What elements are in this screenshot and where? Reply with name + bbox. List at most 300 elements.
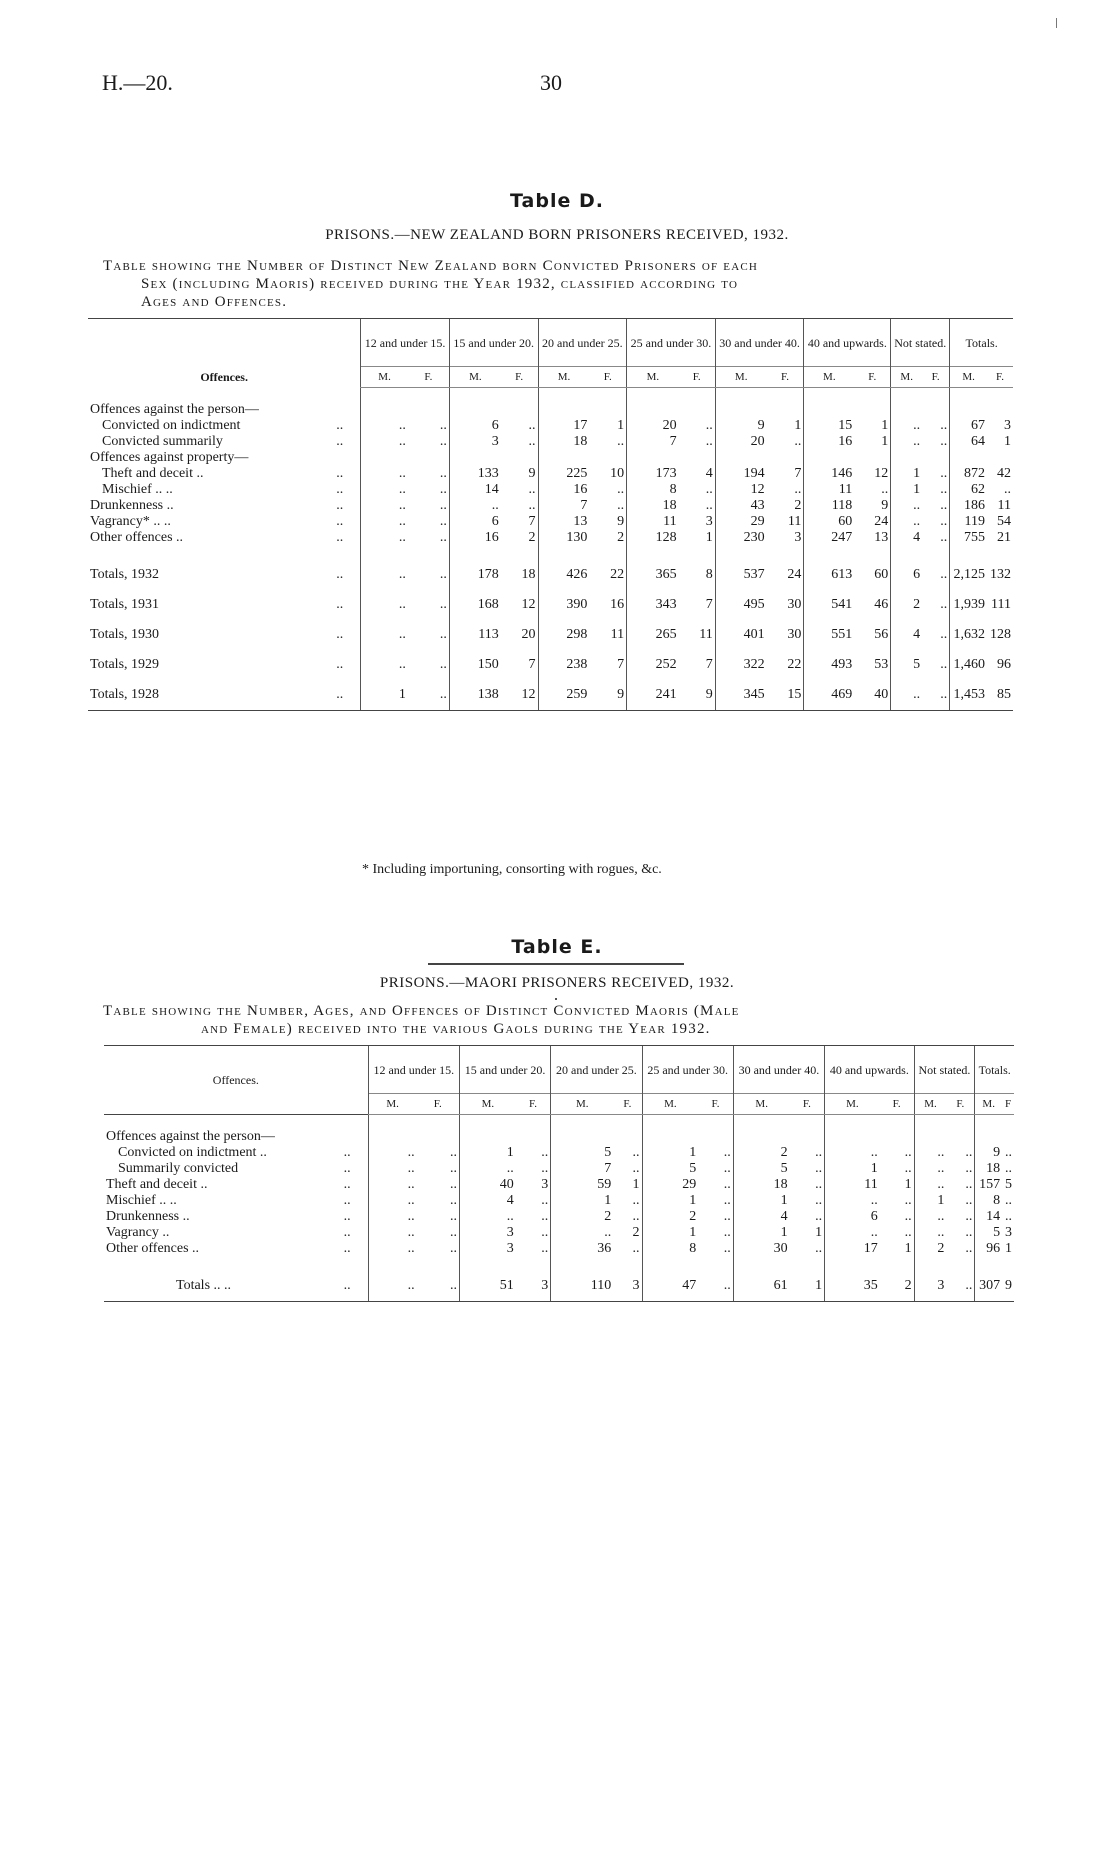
table-cell: 5 [733,1161,789,1177]
table-cell: .. [449,1177,457,1192]
group-heading: Offences against property— [90,450,249,465]
table-cell: 16 [538,482,589,498]
table-d-desc-line1: Table showing the Number of Distinct New Zealand born Convicted Prisoners of each [103,258,759,274]
table-cell: 18 [975,1161,1002,1177]
table-cell: 113 [449,620,500,650]
age-group-header: 12 and under 15. [368,1046,459,1094]
male-column-header: M. [551,1094,614,1115]
table-cell: .. [914,1161,946,1177]
table-cell: 1,632 [950,620,987,650]
age-group-header: Totals. [950,319,1013,367]
row-label: Summarily convicted [118,1161,239,1176]
age-group-header: 20 and under 25. [538,319,627,367]
table-cell: 4 [891,530,922,546]
male-column-header: M. [950,367,987,388]
table-cell: 3 [1004,418,1011,433]
table-cell: 7 [794,466,802,481]
table-cell: 872 [950,466,987,482]
table-cell: 17 [538,418,589,434]
table-cell: 2 [794,498,802,513]
male-column-header: M. [361,367,408,388]
table-cell: 67 [950,418,987,434]
table-cell: 1 [881,418,889,433]
table-cell: 13 [874,530,889,545]
table-cell: .. [361,650,408,680]
male-column-header: M. [538,367,589,388]
age-group-header: 30 and under 40. [733,1046,824,1094]
table-cell: 537 [715,560,766,590]
table-cell: 1 [1004,434,1011,449]
male-column-header: M. [825,1094,880,1115]
table-cell: 252 [627,650,679,680]
row-label: Mischief .. .. [106,1193,177,1208]
table-cell: 54 [997,514,1011,529]
table-cell: 128 [990,627,1011,642]
table-cell: 2 [528,530,536,545]
table-row [104,1177,1014,1193]
table-cell: 128 [627,530,679,546]
table-cell: 1 [1005,1241,1012,1256]
table-cell: 3 [449,434,500,450]
table-cell: 1 [794,418,802,433]
table-cell: .. [940,514,948,529]
group-heading-row [88,450,1013,466]
table-cell: 3 [516,1271,551,1302]
table-cell: 7 [705,657,713,672]
row-label: Other offences .. [106,1241,200,1256]
female-column-header: F. [698,1094,733,1115]
table-cell: 47 [642,1271,698,1302]
table-cell: 265 [627,620,679,650]
table-cell: .. [541,1161,549,1176]
table-cell: .. [551,1225,614,1241]
age-group-header: 12 and under 15. [361,319,450,367]
table-cell: 495 [715,590,766,620]
table-cell: 20 [627,418,679,434]
table-cell: .. [439,657,447,672]
table-cell: 259 [538,680,589,711]
table-cell: .. [368,1145,416,1161]
female-column-header: F. [501,367,538,388]
table-cell: .. [815,1145,823,1160]
table-cell: .. [940,434,948,449]
totals-row [88,620,1013,650]
table-cell: 118 [804,498,854,514]
male-column-header: M. [733,1094,789,1115]
table-cell: 29 [715,514,766,530]
male-column-header: M. [627,367,679,388]
table-cell: 13 [538,514,589,530]
section-separator [428,963,684,965]
table-cell: 96 [975,1241,1002,1257]
table-cell: 5 [975,1225,1002,1241]
table-cell: .. [940,498,948,513]
table-cell: 16 [449,530,500,546]
table-cell: 11 [699,627,713,642]
table-cell: 53 [874,657,889,672]
table-cell: 11 [610,627,625,642]
table-row [88,498,1013,514]
age-group-header: Totals. [975,1046,1014,1094]
table-cell: 46 [874,597,889,612]
table-cell: .. [705,482,713,497]
table-cell: 6 [891,560,922,590]
offences-column-header: Offences. [104,1046,368,1115]
table-cell: 1 [642,1193,698,1209]
table-cell: 9 [528,466,536,481]
table-cell: .. [541,1241,549,1256]
table-row [88,530,1013,546]
table-cell: .. [891,418,922,434]
table-cell: 3 [541,1177,549,1192]
table-cell: 119 [950,514,987,530]
age-group-header: 25 and under 30. [642,1046,733,1094]
leader-dots: .. [343,1241,351,1256]
table-cell: .. [815,1177,823,1192]
table-cell: 345 [715,680,766,711]
table-cell: 17 [825,1241,880,1257]
table-cell: 96 [997,657,1011,672]
table-cell: .. [815,1241,823,1256]
table-cell: .. [940,418,948,433]
table-cell: 85 [987,680,1013,711]
table-cell: .. [528,498,536,513]
table-cell: 14 [449,482,500,498]
table-cell: 24 [787,567,802,582]
table-cell: .. [449,1193,457,1208]
table-cell: .. [368,1271,416,1302]
table-cell: .. [825,1145,880,1161]
table-cell: 9 [617,514,625,529]
table-cell: .. [1005,1161,1012,1176]
table-cell: 469 [804,680,854,711]
table-cell: 1 [642,1145,698,1161]
male-column-header: M. [715,367,766,388]
table-cell: 56 [874,627,889,642]
table-cell: .. [361,514,408,530]
row-label: Totals, 1931 [90,597,160,612]
table-cell: 146 [804,466,854,482]
table-cell: 9 [1002,1271,1014,1302]
group-heading: Offences against the person— [106,1129,275,1144]
row-label: Theft and deceit .. [102,466,204,481]
age-group-header: 25 and under 30. [627,319,716,367]
table-cell: 7 [538,498,589,514]
table-cell: 1 [361,680,408,711]
table-cell: 3 [459,1241,515,1257]
table-cell: 2 [733,1145,789,1161]
table-cell: 298 [538,620,589,650]
row-label: Theft and deceit .. [106,1177,208,1192]
table-row [88,466,1013,482]
table-cell: 35 [825,1271,880,1302]
table-cell: 3 [459,1225,515,1241]
table-cell: .. [632,1209,640,1224]
table-cell: 61 [733,1271,789,1302]
row-label: Totals .. .. [104,1271,342,1302]
table-cell: 21 [997,530,1011,545]
table-cell: .. [439,418,447,433]
leader-dots: .. [336,514,344,529]
table-cell: .. [368,1225,416,1241]
table-d-desc-line3: Ages and Offences. [141,294,288,310]
table-e-subtitle: PRISONS.—MAORI PRISONERS RECEIVED, 1932. [379,975,735,991]
table-cell: 6 [449,418,500,434]
table-cell: 30 [787,597,802,612]
female-column-header: F. [880,1094,914,1115]
leader-dots: .. [336,530,344,545]
table-cell: 2 [617,530,625,545]
table-cell: .. [361,466,408,482]
table-cell: .. [891,434,922,450]
table-cell: .. [698,1271,733,1302]
leader-dots: .. [336,567,344,582]
table-cell: 8 [975,1193,1002,1209]
table-cell: .. [723,1209,731,1224]
table-cell: 9 [679,680,716,711]
table-cell: 60 [804,514,854,530]
table-cell: .. [439,482,447,497]
table-cell: 186 [950,498,987,514]
row-label: Vagrancy* .. .. [90,514,171,529]
table-cell: 2 [632,1225,640,1240]
table-cell: 1 [891,482,922,498]
male-column-header: M. [975,1094,1002,1115]
table-cell: 322 [715,650,766,680]
table-cell: 230 [715,530,766,546]
table-row [88,514,1013,530]
table-cell: .. [408,680,450,711]
table-d-label: Table D. [510,190,604,212]
table-cell: 7 [528,657,536,672]
table-cell: 11 [997,498,1011,513]
totals-row [88,680,1013,711]
table-cell: .. [940,466,948,481]
male-column-header: M. [449,367,500,388]
table-cell: .. [459,1161,515,1177]
table-cell: 64 [950,434,987,450]
table-cell: 20 [715,434,766,450]
table-cell: 12 [521,597,536,612]
page-number: 30 [540,70,562,95]
table-cell: 1 [914,1193,946,1209]
table-cell: 6 [449,514,500,530]
table-cell: .. [439,498,447,513]
table-cell: 40 [459,1177,515,1193]
table-cell: .. [904,1145,912,1160]
table-cell: .. [705,498,713,513]
table-cell: .. [965,1209,973,1224]
table-cell: .. [449,1161,457,1176]
table-d-description [103,257,1009,311]
table-cell: 7 [627,434,679,450]
table-cell: 18 [627,498,679,514]
table-cell: .. [825,1225,880,1241]
row-label: Totals, 1932 [90,567,160,582]
table-cell: 5 [642,1161,698,1177]
document-reference: H.—20. [102,70,173,95]
table-cell: .. [723,1193,731,1208]
table-cell: 24 [874,514,889,529]
table-cell: .. [965,1145,973,1160]
table-cell: 541 [804,590,854,620]
table-cell: 4 [891,620,922,650]
row-label: Convicted on indictment .. [118,1145,267,1160]
table-cell: .. [528,418,536,433]
table-e [104,1045,1014,1302]
table-d-subtitle: PRISONS.—NEW ZEALAND BORN PRISONERS RECEIVED, 1932. [325,227,789,243]
leader-dots: .. [334,680,361,711]
table-cell: 9 [715,418,766,434]
leader-dots: .. [342,1271,369,1302]
table-e-desc-line1: Table showing the Number, Ages, and Offences of Distinct Convicted Maoris (Male [103,1003,740,1019]
table-cell: 16 [610,597,625,612]
male-column-header: M. [642,1094,698,1115]
table-cell: .. [940,530,948,545]
table-row [104,1209,1014,1225]
table-cell: 3 [1005,1225,1012,1240]
male-column-header: M. [459,1094,515,1115]
table-cell: 2 [880,1271,914,1302]
totals-row [88,560,1013,590]
table-cell: .. [541,1225,549,1240]
table-cell: .. [439,567,447,582]
row-label: Convicted summarily [102,434,223,449]
female-column-header: F. [987,367,1013,388]
leader-dots: .. [343,1225,351,1240]
leader-dots: .. [343,1177,351,1192]
table-cell: .. [449,1241,457,1256]
edge-mark [1056,18,1057,28]
table-cell: .. [891,498,922,514]
table-e-description [103,1002,1009,1038]
table-cell: .. [439,530,447,545]
table-cell: 40 [854,680,891,711]
table-cell: .. [368,1177,416,1193]
table-cell: .. [965,1161,973,1176]
table-cell: 9 [881,498,889,513]
table-cell: 1 [904,1241,912,1256]
table-cell: 7 [528,514,536,529]
table-cell: 111 [991,597,1011,612]
table-cell: 2 [914,1241,946,1257]
row-label: Convicted on indictment [102,418,241,433]
table-cell: 16 [804,434,854,450]
table-cell: .. [439,597,447,612]
table-cell: 2 [642,1209,698,1225]
table-cell: .. [1005,1145,1012,1160]
table-cell: 12 [501,680,538,711]
table-cell: 1 [825,1161,880,1177]
table-cell: 755 [950,530,987,546]
table-cell: 4 [459,1193,515,1209]
female-column-header: F. [516,1094,551,1115]
table-cell: .. [891,680,922,711]
table-cell: 1,460 [950,650,987,680]
table-cell: 238 [538,650,589,680]
table-cell: .. [449,1145,457,1160]
leader-dots: .. [336,418,344,433]
table-cell: .. [904,1225,912,1240]
totals-row [88,590,1013,620]
table-cell: .. [940,482,948,497]
table-cell: .. [459,1209,515,1225]
table-cell: .. [439,627,447,642]
table-cell: 1 [904,1177,912,1192]
table-cell: .. [449,498,500,514]
table-cell: 5 [551,1145,614,1161]
table-cell: .. [541,1209,549,1224]
table-cell: .. [368,1161,416,1177]
male-column-header: M. [914,1094,946,1115]
table-cell: 6 [825,1209,880,1225]
table-cell: 1 [733,1193,789,1209]
table-cell: 168 [449,590,500,620]
table-cell: .. [439,466,447,481]
table-cell: .. [361,498,408,514]
age-group-header: 15 and under 20. [449,319,538,367]
table-cell: .. [368,1193,416,1209]
table-cell: 551 [804,620,854,650]
table-cell: .. [723,1225,731,1240]
table-row [88,434,1013,450]
female-column-header: F. [922,367,950,388]
table-cell: 225 [538,466,589,482]
table-cell: 18 [733,1177,789,1193]
table-cell: .. [914,1177,946,1193]
table-cell: 60 [874,567,889,582]
table-cell: .. [891,514,922,530]
table-cell: .. [705,434,713,449]
table-cell: 1 [642,1225,698,1241]
separator-dot [555,998,557,1000]
table-cell: .. [617,498,625,513]
table-cell: .. [417,1271,460,1302]
table-cell: 7 [551,1161,614,1177]
age-group-header: 20 and under 25. [551,1046,642,1094]
leader-dots: .. [336,482,344,497]
table-cell: 59 [551,1177,614,1193]
group-heading-row [88,402,1013,418]
row-label: Totals, 1930 [90,627,160,642]
table-cell: .. [881,482,889,497]
table-row [104,1241,1014,1257]
table-cell: 1 [705,530,713,545]
table-cell: 247 [804,530,854,546]
table-cell: .. [815,1209,823,1224]
leader-dots: .. [336,597,344,612]
table-cell: 178 [449,560,500,590]
table-cell: .. [723,1161,731,1176]
table-cell: .. [965,1177,973,1192]
table-cell: 1 [790,1271,825,1302]
table-cell: 390 [538,590,589,620]
table-cell: 1 [815,1225,823,1240]
table-cell: .. [904,1193,912,1208]
leader-dots: .. [336,627,344,642]
table-row [88,482,1013,498]
male-column-header: M. [804,367,854,388]
table-cell: 12 [715,482,766,498]
table-cell: .. [632,1161,640,1176]
offences-column-header: Offences. [88,319,361,388]
totals-row [104,1271,1014,1302]
leader-dots: .. [343,1145,351,1160]
table-cell: 11 [787,514,802,529]
table-cell: .. [361,434,408,450]
table-cell: 426 [538,560,589,590]
table-cell: 613 [804,560,854,590]
